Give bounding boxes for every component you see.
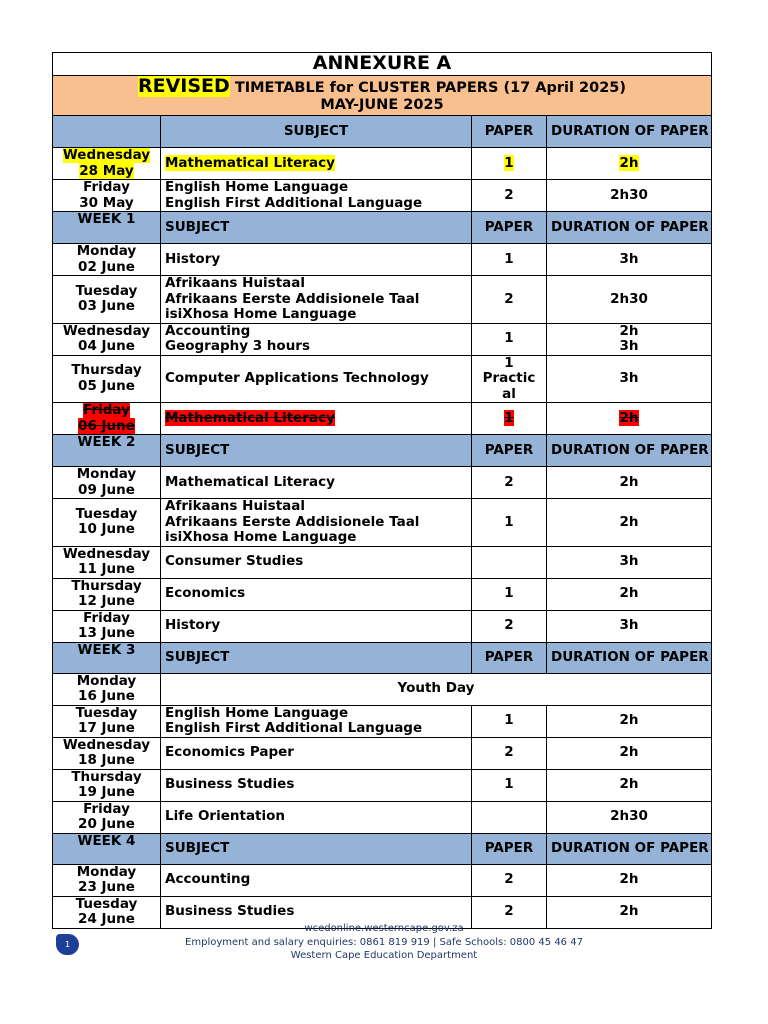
exam-row [53,148,712,180]
duration-value: 2h [619,585,639,602]
exam-row [53,499,712,547]
paper-value: 1 [504,330,514,347]
paper-cell [472,769,547,801]
week-label: WEEK 3 [53,642,161,673]
date-cell [53,673,161,705]
day-name: Monday [76,466,137,482]
date-value: 24 June [78,911,135,927]
timetable [52,52,712,929]
paper-value: Practic [482,370,536,386]
subject-name: Business Studies [165,903,295,920]
paper-value: 2 [504,871,514,888]
subject-name: English First Additional Language [165,194,423,211]
exam-row [53,276,712,324]
paper-cell [472,546,547,578]
paper-value: 2 [504,290,514,307]
date-value: 30 May [79,194,134,211]
day-name: Wednesday [62,546,151,562]
header-duration: DURATION OF PAPER [547,642,712,673]
duration-value: 2h30 [610,290,648,307]
paper-value: 1 [504,513,514,530]
duration-cell [547,578,712,610]
duration-cell [547,403,712,435]
paper-cell [472,355,547,403]
header-subject: SUBJECT [161,116,472,148]
header-paper: PAPER [472,833,547,864]
banner-line1: TIMETABLE for CLUSTER PAPERS (17 April 2025) [229,79,627,96]
subject-name: English First Additional Language [165,720,423,736]
header-paper: PAPER [472,116,547,148]
title-row [53,53,712,76]
duration-cell [547,467,712,499]
duration-cell [547,610,712,642]
exam-row [53,323,712,355]
header-subject: SUBJECT [161,212,472,244]
paper-value: al [502,385,516,402]
date-cell [53,864,161,896]
exam-row [53,355,712,403]
duration-value: 3h [619,250,639,267]
duration-cell [547,737,712,769]
date-cell [53,323,161,355]
duration-value: 2h [619,903,639,920]
duration-cell [547,864,712,896]
date-cell [53,610,161,642]
paper-cell [472,705,547,737]
subject-name: Computer Applications Technology [165,370,429,386]
date-cell [53,705,161,737]
paper-cell [472,737,547,769]
date-cell [53,578,161,610]
day-name: Tuesday [75,282,138,299]
date-cell [53,276,161,324]
week-header-row [53,435,712,467]
subject-cell [161,276,472,324]
day-name: Thursday [71,578,142,594]
day-name: Tuesday [75,505,138,522]
day-name: Friday [83,801,130,817]
date-cell [53,180,161,212]
date-value: 12 June [78,593,135,609]
paper-value: 2 [504,617,514,634]
day-name: Monday [76,243,137,259]
subject-cell [161,737,472,769]
exam-row [53,578,712,610]
banner-line2: MAY-JUNE 2025 [320,96,444,113]
day-name: Tuesday [75,705,138,721]
paper-value: 1 [504,585,514,602]
duration-cell [547,499,712,547]
subject-name: Consumer Studies [165,553,304,570]
week-header-row [53,212,712,244]
subject-name: isiXhosa Home Language [165,306,357,322]
day-name: Friday [83,179,130,195]
paper-cell [472,467,547,499]
day-name: Wednesday [62,147,151,163]
header-subject: SUBJECT [161,435,472,467]
header-paper: PAPER [472,435,547,467]
subject-name: Business Studies [165,776,295,793]
exam-row [53,801,712,833]
header-duration: DURATION OF PAPER [547,833,712,864]
date-cell [53,467,161,499]
subject-name: Geography 3 hours [165,338,310,354]
date-value: 09 June [78,481,135,498]
duration-cell [547,276,712,324]
subject-name: Mathematical Literacy [165,473,335,490]
duration-value: 2h [619,513,639,530]
header-subject: SUBJECT [161,833,472,864]
paper-value: 2 [504,186,514,203]
subject-name: Accounting [165,871,251,888]
paper-value: 2 [504,903,514,920]
header-paper: PAPER [472,212,547,244]
subject-cell [161,801,472,833]
subject-cell [161,578,472,610]
date-cell [53,546,161,578]
paper-value: 1 [504,409,514,426]
date-cell [53,355,161,403]
date-value: 20 June [78,816,135,832]
duration-cell [547,180,712,212]
duration-value: 2h [619,712,639,729]
subject-cell [161,864,472,896]
subject-name: Afrikaans Eerste Addisionele Taal [165,513,420,530]
subject-cell [161,180,472,212]
date-value: 28 May [79,162,134,179]
subject-name: English Home Language [165,705,349,721]
day-name: Wednesday [62,737,151,753]
paper-cell [472,610,547,642]
duration-value: 2h [619,473,639,490]
duration-value: 2h [619,776,639,793]
subject-cell [161,769,472,801]
banner [53,76,712,116]
subject-cell [161,467,472,499]
exam-row [53,769,712,801]
date-value: 19 June [78,784,135,800]
subject-cell [161,705,472,737]
paper-cell [472,244,547,276]
date-cell [53,499,161,547]
subject-name: isiXhosa Home Language [165,529,357,545]
duration-cell [547,323,712,355]
subject-cell [161,546,472,578]
date-value: 11 June [78,561,135,577]
week-label: WEEK 2 [53,435,161,467]
date-value: 17 June [78,720,135,736]
subject-cell [161,610,472,642]
exam-row [53,546,712,578]
duration-value: 2h [619,871,639,888]
day-name: Monday [76,673,137,689]
date-value: 16 June [78,688,135,704]
duration-cell [547,148,712,180]
duration-value: 3h [619,553,639,570]
paper-cell [472,801,547,833]
duration-cell [547,769,712,801]
subject-name: Afrikaans Eerste Addisionele Taal [165,290,420,307]
day-name: Wednesday [62,323,151,339]
week-label: WEEK 4 [53,833,161,864]
exam-row [53,705,712,737]
paper-cell [472,276,547,324]
subject-cell [161,323,472,355]
paper-value: 1 [504,355,514,371]
header-row [53,116,712,148]
subject-name: Afrikaans Huistaal [165,275,306,291]
exam-row [53,673,712,705]
subject-cell [161,244,472,276]
date-cell [53,403,161,435]
paper-cell [472,403,547,435]
subject-name: Mathematical Literacy [165,154,335,171]
duration-value: 2h [619,409,639,426]
header-paper: PAPER [472,642,547,673]
day-name: Friday [83,402,130,418]
date-value: 03 June [78,298,135,315]
subject-cell [161,499,472,547]
paper-cell [472,499,547,547]
paper-cell [472,180,547,212]
duration-value: 2h30 [610,186,648,203]
paper-cell [472,148,547,180]
footer-website: wcedonline.westerncape.gov.za [304,923,464,934]
revised-label: REVISED [137,75,230,97]
holiday-label: Youth Day [161,673,712,705]
date-cell [53,801,161,833]
subject-name: Economics Paper [165,744,294,761]
day-name: Thursday [71,362,142,379]
paper-value: 1 [504,776,514,793]
subject-name: English Home Language [165,179,349,195]
day-name: Friday [83,610,130,626]
week-header-row [53,833,712,864]
subject-name: Life Orientation [165,808,286,825]
duration-cell [547,705,712,737]
subject-cell [161,148,472,180]
page-number-badge: 1 [56,934,79,955]
week-label: WEEK 1 [53,212,161,244]
paper-value: 1 [504,250,514,267]
exam-row [53,180,712,212]
duration-value: 3h [619,617,639,634]
subject-name: Afrikaans Huistaal [165,498,306,514]
header-duration: DURATION OF PAPER [547,435,712,467]
header-empty [53,116,161,148]
day-name: Monday [76,864,137,880]
day-name: Tuesday [75,896,138,912]
date-value: 10 June [78,521,135,538]
header-duration: DURATION OF PAPER [547,212,712,244]
paper-value: 1 [504,154,514,171]
duration-cell [547,801,712,833]
subject-name: Mathematical Literacy [165,409,335,426]
date-value: 18 June [78,752,135,768]
subject-cell [161,355,472,403]
duration-value: 2h [619,154,639,171]
paper-value: 1 [504,712,514,729]
footer [0,922,768,963]
paper-value: 2 [504,473,514,490]
exam-row [53,864,712,896]
exam-row [53,467,712,499]
paper-cell [472,578,547,610]
subject-cell [161,403,472,435]
date-cell [53,244,161,276]
week-header-row [53,642,712,673]
duration-cell [547,244,712,276]
duration-value: 3h [619,338,639,354]
date-cell [53,148,161,180]
subject-name: Accounting [165,323,251,339]
footer-department: Western Cape Education Department [290,950,478,961]
header-duration: DURATION OF PAPER [547,116,712,148]
day-name: Thursday [71,769,142,785]
date-value: 02 June [78,258,135,275]
subject-name: History [165,250,221,267]
paper-cell [472,323,547,355]
paper-value: 2 [504,744,514,761]
duration-cell [547,546,712,578]
page-title: ANNEXURE A [53,53,712,76]
subject-name: History [165,617,221,634]
exam-row [53,610,712,642]
date-value: 04 June [78,338,135,354]
exam-row [53,403,712,435]
date-value: 05 June [78,377,135,394]
subject-name: Economics [165,585,246,602]
date-cell [53,769,161,801]
footer-contacts: Employment and salary enquiries: 0861 819 919 | Safe Schools: 0800 45 46 47 [185,936,583,948]
date-cell [53,737,161,769]
paper-cell [472,864,547,896]
date-value: 06 June [78,417,135,434]
duration-cell [547,355,712,403]
duration-value: 2h [619,744,639,761]
header-subject: SUBJECT [161,642,472,673]
exam-row [53,737,712,769]
duration-value: 3h [619,370,639,386]
date-value: 23 June [78,879,135,895]
banner-row [53,76,712,116]
duration-value: 2h [619,323,639,339]
duration-value: 2h30 [610,808,648,825]
date-value: 13 June [78,625,135,641]
exam-row [53,244,712,276]
